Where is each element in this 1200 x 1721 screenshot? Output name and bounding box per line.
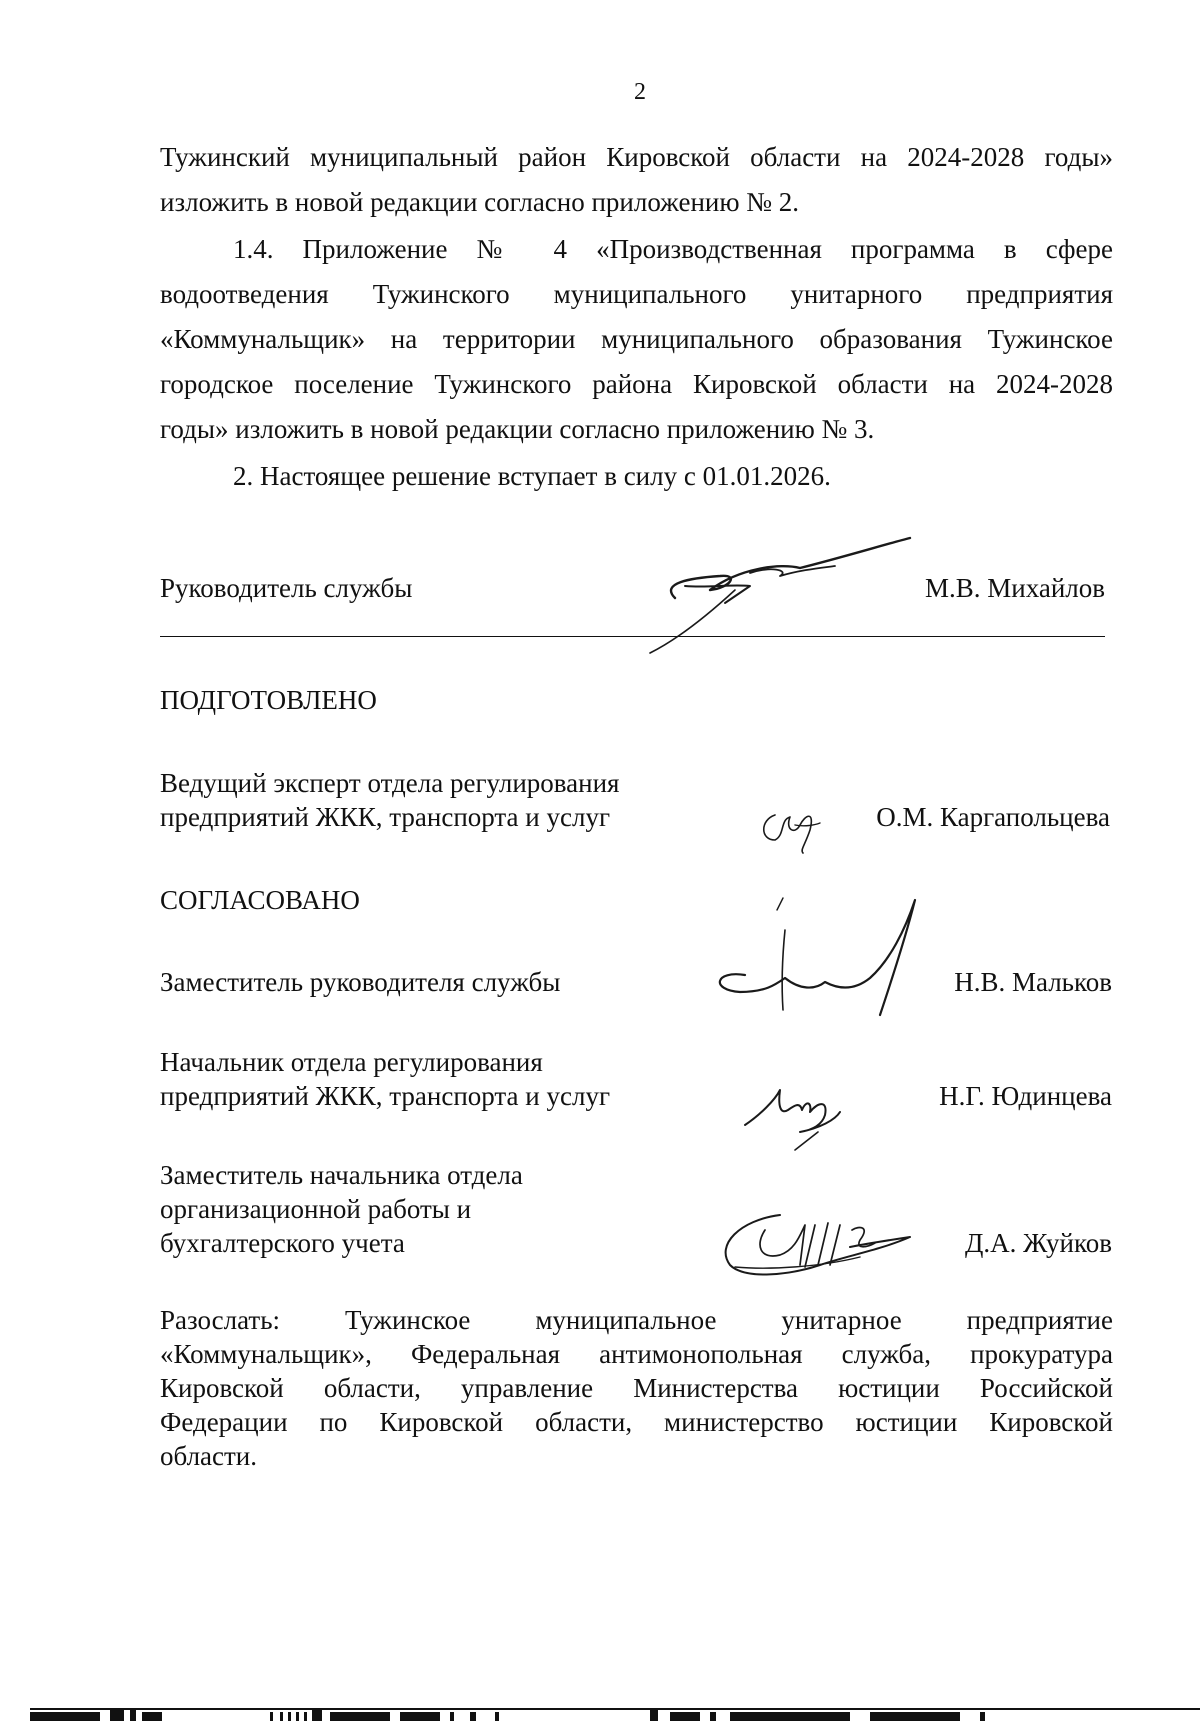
divider-line — [160, 636, 1105, 637]
distribution-line: «Коммунальщик», Федеральная антимонопольная служба, прокуратура — [160, 1339, 1113, 1369]
page-number: 2 — [634, 79, 646, 105]
agreed-role-line: Начальник отдела регулирования — [160, 1047, 543, 1077]
agreed-name: Н.Г. Юдинцева — [939, 1081, 1112, 1111]
agreed-role-line: Заместитель руководителя службы — [160, 967, 561, 997]
paragraph-line: водоотведения Тужинского муниципального унитарного предприятия — [160, 279, 1113, 309]
paragraph-line: годы» изложить в новой редакции согласно приложению № 3. — [160, 414, 875, 444]
head-name: М.В. Михайлов — [924, 573, 1105, 603]
prepared-heading: ПОДГОТОВЛЕНО — [160, 685, 377, 715]
zhuikov-signature — [710, 1195, 920, 1290]
agreed-heading: СОГЛАСОВАНО — [160, 885, 360, 915]
prepared-signature — [755, 795, 835, 855]
distribution-line: области. — [160, 1441, 258, 1471]
paragraph-line: 1.4. Приложение № 4 «Производственная программа в сфере — [233, 234, 1113, 264]
prepared-name: О.М. Каргапольцева — [876, 802, 1110, 832]
distribution-line: Федерации по Кировской области, министерство юстиции Кировской — [160, 1407, 1113, 1437]
scan-barcode — [30, 1700, 1200, 1721]
distribution-line: Разослать: Тужинское муниципальное унитарное предприятие — [160, 1305, 1113, 1335]
agreed-role-line: организационной работы и — [160, 1194, 472, 1224]
paragraph-line: городское поселение Тужинского района Кировской области на 2024-2028 — [160, 369, 1113, 399]
paragraph-line: 2. Настоящее решение вступает в силу с 01.01.2026. — [233, 461, 831, 491]
head-signature — [590, 528, 920, 668]
malkov-signature — [705, 890, 935, 1030]
agreed-name: Н.В. Мальков — [954, 967, 1112, 997]
prepared-role-line: предприятий ЖКК, транспорта и услуг — [160, 802, 611, 832]
agreed-role-line: бухгалтерского учета — [160, 1228, 405, 1258]
head-role: Руководитель службы — [160, 573, 413, 603]
agreed-name: Д.А. Жуйков — [965, 1228, 1112, 1258]
prepared-role-line: Ведущий эксперт отдела регулирования — [160, 768, 620, 798]
paragraph-line: «Коммунальщик» на территории муниципального образования Тужинское — [160, 324, 1113, 354]
agreed-role-line: Заместитель начальника отдела — [160, 1160, 523, 1190]
paragraph-line: Тужинский муниципальный район Кировской области на 2024-2028 годы» — [160, 142, 1113, 172]
agreed-role-line: предприятий ЖКК, транспорта и услуг — [160, 1081, 611, 1111]
yudintseva-signature — [740, 1070, 870, 1155]
distribution-line: Кировской области, управление Министерства юстиции Российской — [160, 1373, 1113, 1403]
paragraph-line: изложить в новой редакции согласно приложению № 2. — [160, 187, 800, 217]
